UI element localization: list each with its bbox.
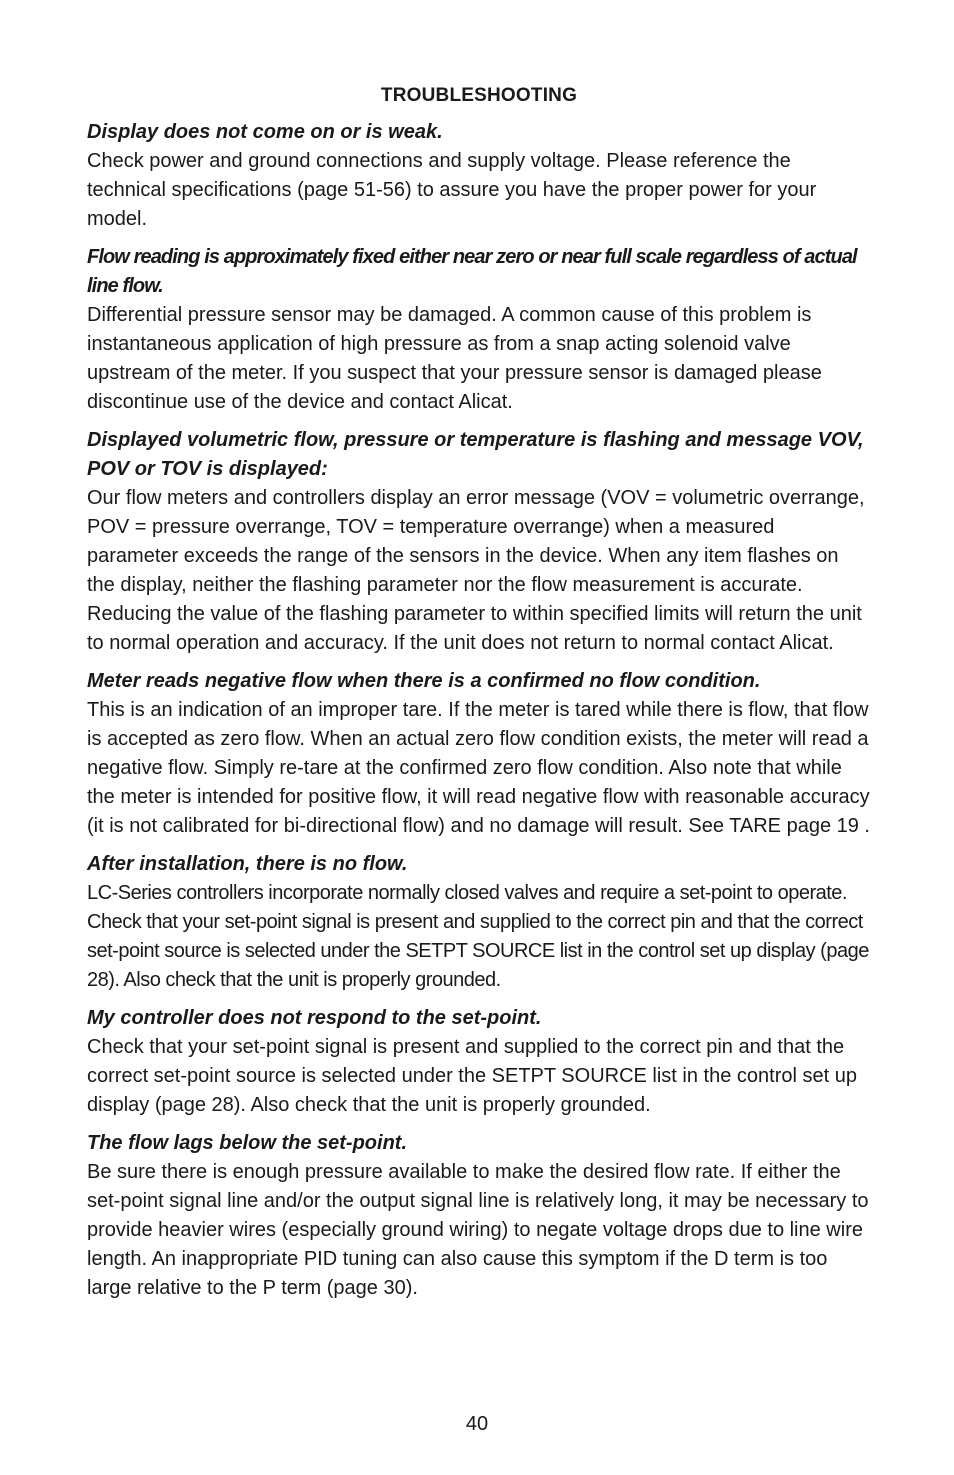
document-page xyxy=(87,82,871,1312)
section-body: Differential pressure sensor may be damaged. A common cause of this problem is instantaneous application of high pressure as from a snap acting solenoid valve upstream of the meter. If you suspect that your pressure sensor is damaged please discontinue use of the device and contact Alicat. xyxy=(87,304,822,413)
section-body: This is an indication of an improper tare. If the meter is tared while there is flow, that flow is accepted as zero flow. When an actual zero flow condition exists, the meter will read a negative flow. Simply re-tare at the confirmed zero flow condition. Also note that while the meter is intended for positive flow, it will read negative flow with reasonable accuracy (it is not calibrated for bi-directional flow) and no damage will result. See TARE page 19 . xyxy=(87,699,870,837)
section-heading: Meter reads negative flow when there is a confirmed no flow condition. xyxy=(87,670,761,692)
section-negative-flow xyxy=(87,667,871,841)
section-heading: Display does not come on or is weak. xyxy=(87,121,443,143)
section-heading: My controller does not respond to the set-point. xyxy=(87,1007,542,1029)
section-flow-fixed xyxy=(87,243,871,417)
section-display-weak xyxy=(87,118,871,234)
section-body: Check that your set-point signal is present and supplied to the correct pin and that the correct set-point source is selected under the SETPT SOURCE list in the control set up display (page 28). Also check that the unit is properly grounded. xyxy=(87,1036,857,1116)
page-title: TROUBLESHOOTING xyxy=(380,85,578,106)
section-heading: Flow reading is approximately fixed either near zero or near full scale regardless of actual line flow. xyxy=(87,246,857,297)
section-flow-lags xyxy=(87,1129,871,1303)
section-heading: After installation, there is no flow. xyxy=(87,853,408,875)
section-body: Our flow meters and controllers display an error message (VOV = volumetric overrange, POV = pressure overrange, TOV = temperature overrange) when a measured parameter exceeds the range of the sensors in the device. When any item flashes on the display, neither the flashing parameter nor the flow measurement is accurate. Reducing the value of the flashing parameter to within specified limits will return the unit to normal operation and accuracy. If the unit does not return to normal contact Alicat. xyxy=(87,487,865,654)
section-overrange-flashing xyxy=(87,426,871,658)
section-no-setpoint-response xyxy=(87,1004,871,1120)
page-number: 40 xyxy=(465,1413,489,1435)
section-body: Be sure there is enough pressure available to make the desired flow rate. If either the set-point signal line and/or the output signal line is relatively long, it may be necessary to provide heavier wires (especially ground wiring) to negate voltage drops due to line wire length. An inappropriate PID tuning can also cause this symptom if the D term is too large relative to the P term (page 30). xyxy=(87,1161,869,1299)
section-heading: Displayed volumetric flow, pressure or temperature is flashing and message VOV, POV or TOV is displayed: xyxy=(87,429,864,480)
section-no-flow xyxy=(87,850,871,995)
section-heading: The flow lags below the set-point. xyxy=(87,1132,408,1154)
section-body: Check power and ground connections and supply voltage. Please reference the technical specifications (page 51-56) to assure you have the proper power for your model. xyxy=(87,150,817,230)
section-body: LC-Series controllers incorporate normally closed valves and require a set-point to operate. Check that your set-point signal is present and supplied to the correct pin and that the correct set-point source is selected under the SETPT SOURCE list in the control set up display (page 28). Also check that the unit is properly grounded. xyxy=(87,882,869,991)
